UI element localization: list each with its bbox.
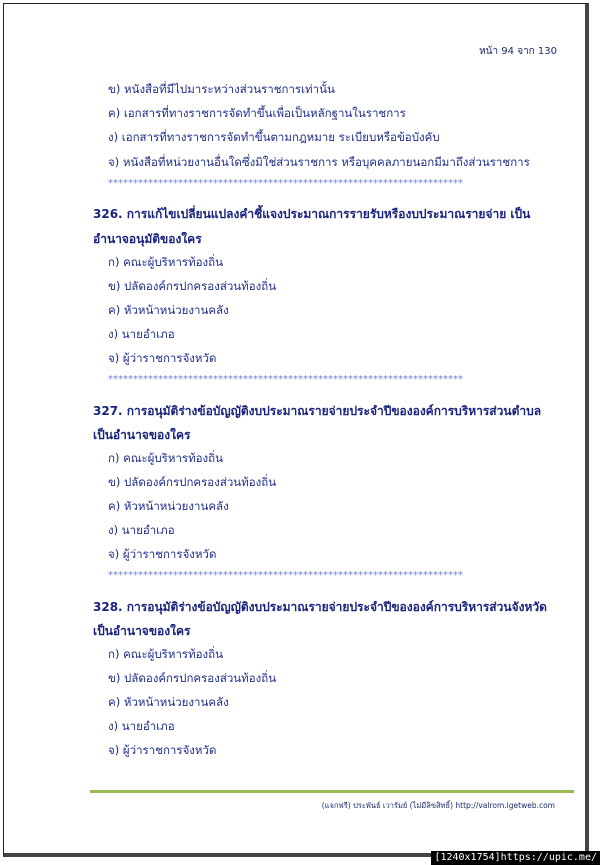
choice-a: ก) คณะผู้บริหารท้องถิ่น [108, 647, 223, 661]
choice-b: ข) ปลัดองค์กรปกครองส่วนท้องถิ่น [108, 671, 277, 685]
question-326-line1: 326. การแก้ไขเปลี่ยนแปลงคำชี้แจงประมาณการรายรับหรืองบประมาณรายจ่าย เป็น [93, 207, 531, 221]
separator: *********************************************************************** [108, 374, 463, 385]
separator: *********************************************************************** [108, 570, 463, 581]
choice-d: ง) นายอำเภอ [108, 719, 175, 733]
question-328-line2: เป็นอำนาจของใคร [93, 624, 191, 638]
footer-divider [90, 790, 574, 793]
page [3, 3, 589, 857]
choice-e: จ) หนังสือที่หน่วยงานอื่นใดซึ่งมิใช่ส่วนราชการ หรือบุคคลภายนอกมีมาถึงส่วนราชการ [108, 155, 530, 169]
choice-a: ก) คณะผู้บริหารท้องถิ่น [108, 451, 223, 465]
choice-c: ค) หัวหน้าหน่วยงานคลัง [108, 303, 229, 317]
choice-e: จ) ผู้ว่าราชการจังหวัด [108, 351, 217, 365]
choice-d: ง) นายอำเภอ [108, 523, 175, 537]
choice-c: ค) หัวหน้าหน่วยงานคลัง [108, 499, 229, 513]
question-327-line2: เป็นอำนาจของใคร [93, 428, 191, 442]
choice-d: ง) นายอำเภอ [108, 327, 175, 341]
footer-credit: (แจกฟรี) ประพันธ์ เวารัมย์ (ไม่มีลิขสิทธิ์) http://valrom.igetweb.com [321, 801, 555, 810]
choice-b: ข) หนังสือที่มีไปมาระหว่างส่วนราชการเท่านั้น [108, 82, 335, 96]
page-number: หน้า 94 จาก 130 [479, 46, 557, 57]
separator: *********************************************************************** [108, 178, 463, 189]
question-328-line1: 328. การอนุมัติร่างข้อบัญญัติงบประมาณรายจ่ายประจำปีขององค์การบริหารส่วนจังหวัด [93, 600, 547, 614]
question-327-line1: 327. การอนุมัติร่างข้อบัญญัติงบประมาณรายจ่ายประจำปีขององค์การบริหารส่วนตำบล [93, 404, 542, 418]
choice-b: ข) ปลัดองค์กรปกครองส่วนท้องถิ่น [108, 279, 277, 293]
choice-e: จ) ผู้ว่าราชการจังหวัด [108, 547, 217, 561]
question-326-line2: อำนาจอนุมัติของใคร [93, 232, 202, 246]
choice-c: ค) หัวหน้าหน่วยงานคลัง [108, 695, 229, 709]
choice-e: จ) ผู้ว่าราชการจังหวัด [108, 743, 217, 757]
choice-c: ค) เอกสารที่ทางราชการจัดทำขึ้นเพื่อเป็นหลักฐานในราชการ [108, 106, 406, 120]
choice-a: ก) คณะผู้บริหารท้องถิ่น [108, 255, 223, 269]
choice-b: ข) ปลัดองค์กรปกครองส่วนท้องถิ่น [108, 475, 277, 489]
choice-d: ง) เอกสารที่ทางราชการจัดทำขึ้นตามกฎหมาย ระเบียบหรือข้อบังคับ [108, 130, 440, 144]
image-host-watermark: [1240x1754]https://upic.me/ [431, 851, 600, 865]
